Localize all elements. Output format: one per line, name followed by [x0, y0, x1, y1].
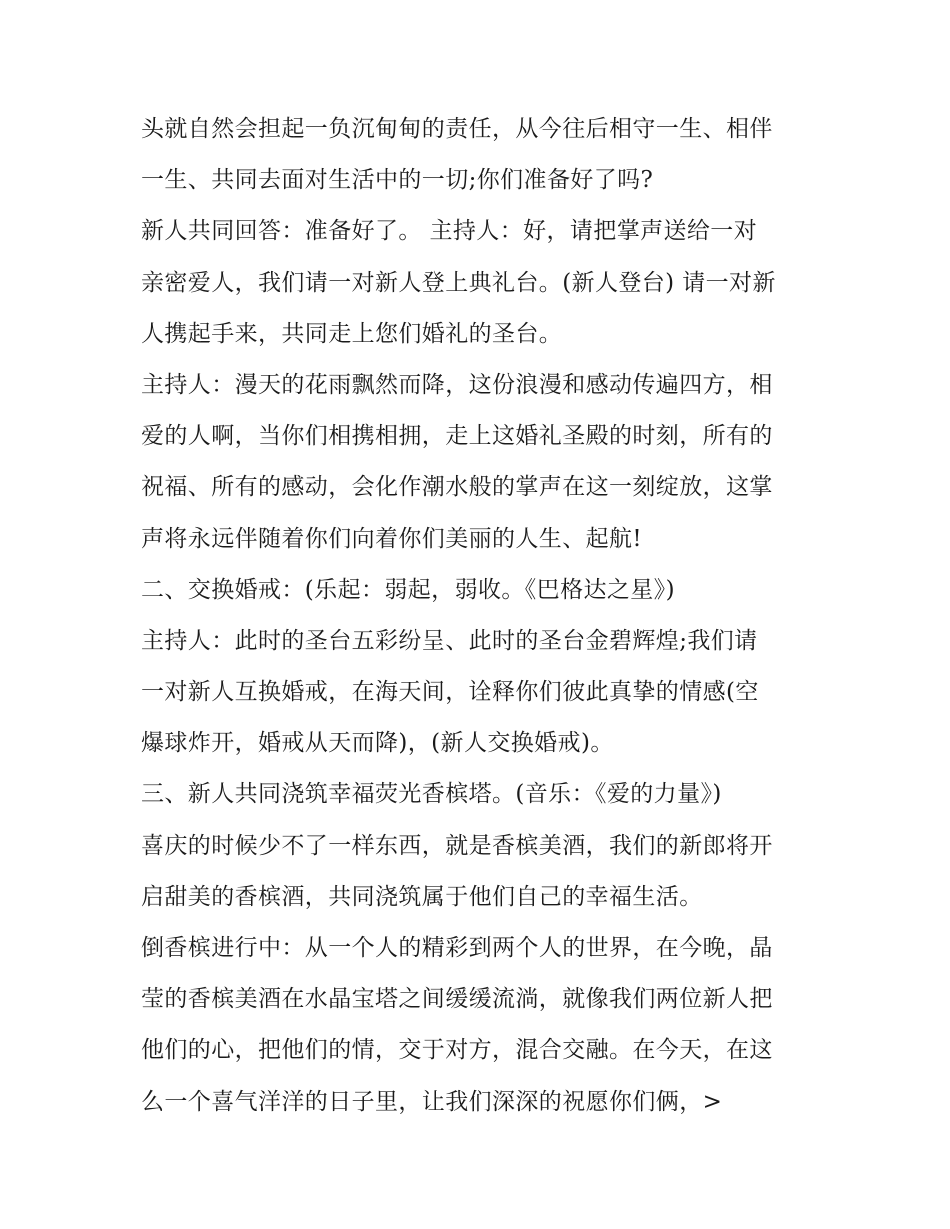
text-line: 亲密爱人，我们请一对新人登上典礼台。(新人登台) 请一对新 [141, 269, 776, 296]
text-line: 声将永远伴随着你们向着你们美丽的人生、起航! [141, 525, 643, 552]
text-line: 头就自然会担起一负沉甸甸的责任，从今往后相守一生、相伴 [141, 116, 773, 142]
text-line: 一对新人互换婚戒，在海天间，诠释你们彼此真挚的情感(空 [141, 679, 759, 706]
text-line: 主持人：此时的圣台五彩纷呈、此时的圣台金碧辉煌;我们请 [141, 627, 758, 654]
text-line: 启甜美的香槟酒，共同浇筑属于他们自己的幸福生活。 [141, 883, 703, 910]
text-line: 新人共同回答：准备好了。 主持人：好，请把掌声送给一对 [141, 218, 758, 245]
document-body [141, 104, 831, 1128]
text-line: 倒香槟进行中：从一个人的精彩到两个人的世界，在今晚，晶 [141, 935, 773, 961]
text-line: 主持人：漫天的花雨飘然而降，这份浪漫和感动传遍四方，相 [141, 371, 773, 398]
text-line: 祝福、所有的感动，会化作潮水般的掌声在这一刻绽放，这掌 [141, 474, 773, 501]
text-line: 爱的人啊，当你们相携相拥，走上这婚礼圣殿的时刻，所有的 [141, 423, 773, 450]
text-line: 爆球炸开，婚戒从天而降)，(新人交换婚戒)。 [141, 730, 614, 757]
text-line: 一生、共同去面对生活中的一切;你们准备好了吗? [141, 167, 654, 194]
text-line: 人携起手来，共同走上您们婚礼的圣台。 [141, 320, 563, 347]
text-line: 他们的心，把他们的情，交于对方，混合交融。在今天，在这 [141, 1037, 773, 1064]
section-heading: 二、交换婚戒：(乐起：弱起，弱收。《巴格达之星》) [141, 576, 675, 603]
section-heading: 三、新人共同浇筑幸福荧光香槟塔。(音乐：《爱的力量》) [141, 781, 722, 808]
text-line: 莹的香槟美酒在水晶宝塔之间缓缓流淌，就像我们两位新人把 [141, 986, 773, 1013]
text-line: 喜庆的时候少不了一样东西，就是香槟美酒，我们的新郎将开 [141, 832, 773, 859]
text-line: 么一个喜气洋洋的日子里，让我们深深的祝愿你们俩，> [141, 1088, 723, 1115]
